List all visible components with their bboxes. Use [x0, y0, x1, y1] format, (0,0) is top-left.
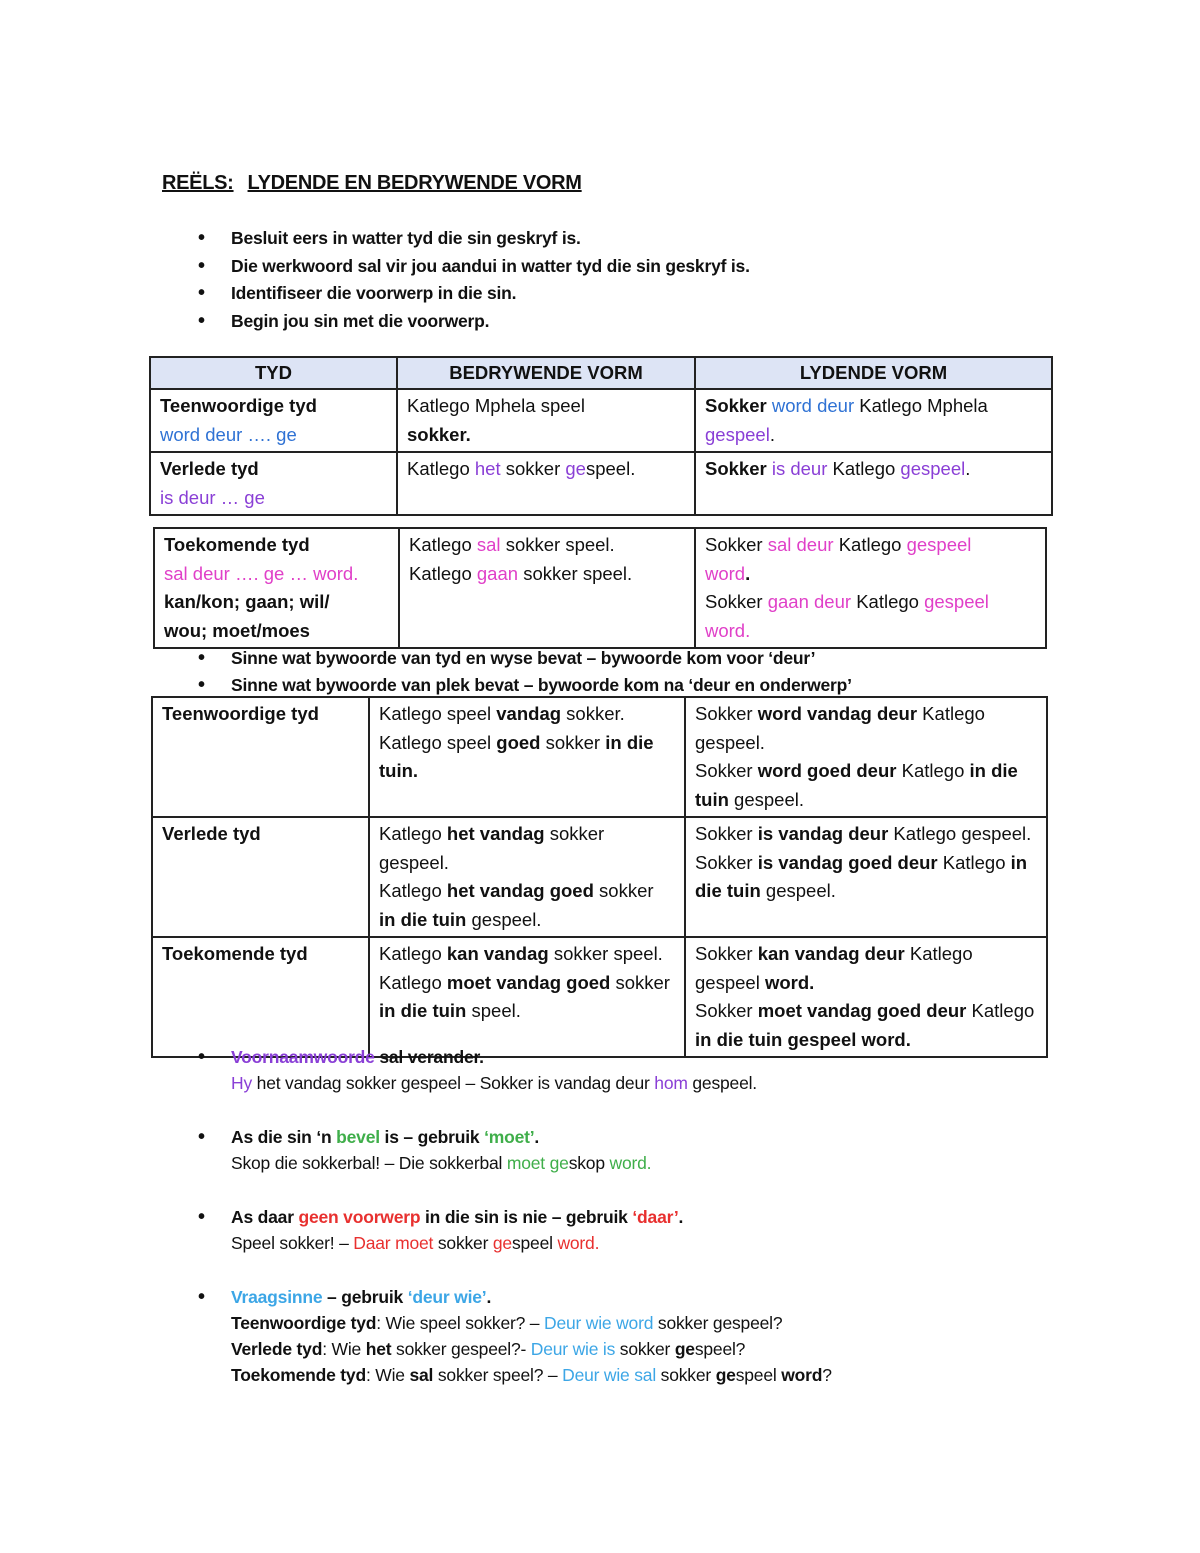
text-run: As die sin ‘n: [231, 1127, 337, 1147]
rule-item: • Die werkwoord sal vir jou aandui in watter tyd die sin geskryf is.: [198, 254, 750, 282]
tense-cell: [150, 389, 397, 452]
text-run: in die sin is nie – gebruik: [420, 1207, 633, 1227]
passive-sentence: [695, 757, 1037, 814]
active-sentence: [379, 700, 675, 729]
tense-name: Toekomende tyd: [162, 943, 308, 964]
text-run: hom: [654, 1073, 688, 1093]
active-sentence: [379, 969, 675, 1026]
tense-hint: is deur … ge: [160, 486, 265, 508]
text-run: – gebruik: [322, 1287, 408, 1307]
text-run: is vandag deur: [757, 823, 889, 844]
rule-item: • Besluit eers in watter tyd die sin geskryf is.: [198, 226, 750, 254]
active-sentence: [379, 940, 675, 969]
active-text: Katlego: [409, 534, 472, 555]
text-run: Deur wie is: [530, 1339, 616, 1359]
table-row: [152, 817, 1047, 937]
text-run: Vraagsinne: [231, 1287, 323, 1307]
active-cell: [369, 697, 685, 817]
active-sentence: [409, 560, 685, 589]
note-example: [198, 1362, 832, 1388]
note-block: [198, 1044, 832, 1096]
text-run: het: [365, 1339, 392, 1359]
text-run: sokker: [610, 971, 670, 993]
text-run: ‘daar’: [632, 1207, 679, 1227]
active-sentence: [409, 531, 685, 560]
active-text: Katlego Mphela speel: [407, 395, 585, 416]
passive-sentence: [695, 940, 1037, 997]
table-row: [152, 937, 1047, 1057]
text-run: in die tuin: [379, 1000, 467, 1021]
passive-end: .: [965, 458, 971, 479]
text-run: Skop die sokkerbal! – Die sokkerbal: [231, 1153, 507, 1173]
passive-end: .: [769, 423, 775, 445]
text-run: Katlego gespeel: [695, 943, 973, 993]
text-run: sokker speel.: [548, 943, 663, 964]
text-run: ge: [492, 1233, 512, 1253]
text-run: Katlego: [379, 823, 447, 844]
text-run: ‘moet’: [484, 1127, 535, 1147]
text-run: sokker: [433, 1233, 493, 1253]
active-text: sokker.: [407, 423, 471, 445]
text-run: gespeel.: [728, 788, 804, 810]
active-cell: [399, 528, 695, 648]
adverb-table: [151, 696, 1048, 1058]
active-cell: [397, 452, 695, 515]
passive-word: word.: [705, 619, 751, 641]
passive-sentence: [695, 849, 1037, 906]
text-run: Katlego speel: [379, 703, 497, 724]
passive-verb: gespeel: [705, 423, 770, 445]
sentence-rules-list: [198, 646, 852, 700]
text-run: Deur wie sal: [562, 1365, 657, 1385]
text-run: word vandag deur: [757, 703, 918, 724]
table-row: [154, 528, 1046, 648]
note-example: [198, 1336, 832, 1362]
active-text: sokker speel.: [523, 562, 633, 584]
future-tense-table: [153, 527, 1047, 649]
passive-subject: Sokker: [705, 534, 763, 555]
active-cell: [369, 937, 685, 1057]
text-run: in die tuin.: [379, 731, 654, 781]
text-run: Daar moet: [353, 1233, 434, 1253]
passive-marker: gaan deur: [767, 591, 852, 612]
table-row: [150, 389, 1052, 452]
passive-sentence: [695, 700, 1037, 757]
text-run: : Wie speel sokker? –: [376, 1313, 544, 1333]
note-heading: [198, 1124, 832, 1150]
text-run: Katlego gespeel.: [695, 703, 985, 753]
header-bedrywende: BEDRYWENDE VORM: [397, 357, 695, 389]
text-run: Sokker: [695, 703, 758, 724]
text-run: bevel: [336, 1127, 380, 1147]
title-topic: LYDENDE EN BEDRYWENDE VORM: [247, 172, 582, 194]
text-run: kan vandag: [446, 943, 549, 964]
passive-verb: gespeel: [900, 458, 966, 479]
text-run: sokker.: [561, 703, 625, 724]
text-run: sokker: [615, 1339, 675, 1359]
text-run: Katlego: [379, 971, 447, 993]
passive-sentence: [705, 588, 1036, 645]
passive-marker: sal deur: [767, 534, 834, 555]
passive-verb: gespeel: [906, 534, 972, 555]
text-run: .: [534, 1127, 540, 1147]
rule-item: • Identifiseer die voorwerp in die sin.: [198, 281, 750, 309]
tense-name: Teenwoordige tyd: [162, 703, 319, 724]
note-block: [198, 1124, 832, 1176]
note-example: [198, 1070, 832, 1096]
text-run: Katlego: [966, 1000, 1035, 1021]
text-run: gespeel.: [687, 1073, 757, 1093]
text-run: goed: [496, 731, 541, 753]
title-rules-label: REËLS:: [162, 172, 234, 194]
tense-name: Teenwoordige tyd: [160, 395, 317, 416]
table-header-row: [150, 357, 1052, 389]
text-run: sokker gespeel?-: [391, 1339, 531, 1359]
text-run: Sokker: [695, 851, 758, 873]
text-run: gespeel.: [760, 880, 836, 901]
active-text: sokker: [505, 458, 561, 479]
text-run: word.: [609, 1153, 652, 1173]
text-run: moet vandag goed deur: [757, 1000, 967, 1021]
note-heading: [198, 1284, 832, 1310]
rules-list: [198, 226, 750, 336]
text-run: ?: [822, 1365, 832, 1385]
active-sentence: [379, 820, 675, 877]
active-aux: gaan: [476, 562, 519, 584]
tense-modals: wou; moet/moes: [164, 619, 310, 641]
text-run: het vandag goed: [446, 880, 594, 901]
passive-subject: Sokker: [705, 591, 763, 612]
text-run: Speel sokker! –: [231, 1233, 354, 1253]
sentence-rule-item: • Sinne wat bywoorde van plek bevat – bywoorde kom na ‘deur en onderwerp’: [198, 673, 852, 700]
passive-cell: [695, 528, 1046, 648]
text-run: Sokker: [695, 760, 758, 781]
note-block: [198, 1284, 832, 1388]
active-aux: het: [474, 458, 501, 479]
passive-cell: [695, 452, 1052, 515]
text-run: sal: [409, 1365, 434, 1385]
text-run: Teenwoordige tyd: [231, 1313, 377, 1333]
sentence-rule-item: • Sinne wat bywoorde van tyd en wyse bevat – bywoorde kom voor ‘deur’: [198, 646, 852, 673]
text-run: vandag: [496, 703, 562, 724]
text-run: speel?: [694, 1339, 746, 1359]
table-row: [150, 452, 1052, 515]
passive-agent: Katlego: [856, 591, 919, 612]
text-run: Toekomende tyd: [231, 1365, 366, 1385]
tense-name: Toekomende tyd: [164, 534, 310, 555]
tense-cell: [150, 452, 397, 515]
passive-sentence: [695, 820, 1037, 849]
passive-cell: [685, 817, 1047, 937]
note-example: [198, 1310, 832, 1336]
text-run: skop: [568, 1153, 610, 1173]
active-prefix: ge: [565, 458, 586, 479]
text-run: is – gebruik: [379, 1127, 485, 1147]
passive-cell: [695, 389, 1052, 452]
active-text: speel.: [585, 458, 636, 479]
text-run: Sokker: [695, 823, 758, 844]
text-run: is vandag goed deur: [757, 851, 938, 873]
passive-agent: Katlego: [832, 458, 896, 479]
tense-cell: [152, 697, 369, 817]
text-run: Verlede tyd: [231, 1339, 323, 1359]
tense-cell: [154, 528, 399, 648]
text-run: Voornaamwoorde: [231, 1047, 375, 1067]
passive-marker: is deur: [771, 458, 828, 479]
text-run: gespeel.: [466, 908, 542, 930]
text-run: word goed deur: [757, 760, 897, 781]
note-heading: [198, 1204, 832, 1230]
active-text: sokker speel.: [505, 534, 615, 555]
text-run: Katlego gespeel.: [888, 823, 1032, 844]
passive-word: word: [705, 562, 746, 584]
text-run: sokker speel? –: [433, 1365, 563, 1385]
active-aux: sal: [476, 534, 501, 555]
text-run: in die tuin: [695, 851, 1028, 901]
tense-hint: word deur …. ge: [160, 423, 297, 445]
text-run: ‘deur wie’: [407, 1287, 487, 1307]
active-text: Katlego: [409, 562, 472, 584]
text-run: As daar: [231, 1207, 299, 1227]
text-run: sokker gespeel.: [379, 823, 605, 873]
passive-end: .: [745, 562, 751, 584]
tense-name: Verlede tyd: [162, 823, 261, 844]
tense-table: [149, 356, 1053, 516]
text-run: speel: [511, 1233, 558, 1253]
passive-sentence: [705, 531, 1036, 588]
notes-section: [198, 1044, 832, 1388]
passive-cell: [685, 937, 1047, 1057]
text-run: Katlego: [896, 760, 970, 781]
rule-item: • Begin jou sin met die voorwerp.: [198, 309, 750, 337]
text-run: Katlego speel: [379, 731, 497, 753]
text-run: kan vandag deur: [757, 943, 905, 964]
text-run: ge: [715, 1365, 736, 1385]
text-run: sal verander.: [374, 1047, 484, 1067]
text-run: Hy: [231, 1073, 252, 1093]
passive-verb: gespeel: [924, 591, 989, 612]
note-block: [198, 1204, 832, 1256]
tense-modals: kan/kon; gaan; wil/: [164, 591, 330, 612]
text-run: moet vandag goed: [446, 971, 611, 993]
text-run: in die tuin: [695, 760, 1018, 810]
text-run: speel.: [466, 1000, 521, 1021]
text-run: ge: [674, 1339, 695, 1359]
text-run: in die tuin gespeel word.: [695, 1028, 911, 1050]
passive-marker: word deur: [771, 395, 855, 416]
text-run: Sokker: [695, 1000, 758, 1021]
passive-subject: Sokker: [705, 458, 767, 479]
text-run: word.: [557, 1233, 600, 1253]
active-cell: [369, 817, 685, 937]
active-text: Katlego: [407, 458, 470, 479]
text-run: het vandag: [446, 823, 545, 844]
text-run: word: [781, 1365, 823, 1385]
header-lydende: LYDENDE VORM: [695, 357, 1052, 389]
passive-agent: Katlego: [838, 534, 902, 555]
tense-cell: [152, 937, 369, 1057]
header-tyd: TYD: [150, 357, 397, 389]
text-run: word.: [764, 971, 815, 993]
passive-cell: [685, 697, 1047, 817]
text-run: Katlego: [379, 880, 447, 901]
text-run: sokker: [540, 731, 606, 753]
passive-agent: Katlego Mphela: [859, 395, 988, 416]
table-row: [152, 697, 1047, 817]
text-run: : Wie: [365, 1365, 410, 1385]
tense-hint: sal deur …. ge … word.: [164, 562, 359, 584]
tense-name: Verlede tyd: [160, 458, 259, 479]
page-title: [162, 172, 582, 195]
adverb-table-body: [152, 697, 1047, 1057]
text-run: Sokker: [695, 943, 758, 964]
text-run: : Wie: [322, 1339, 366, 1359]
note-example: [198, 1230, 832, 1256]
note-heading: [198, 1044, 832, 1070]
text-run: het vandag sokker gespeel – Sokker is vandag deur: [252, 1073, 655, 1093]
text-run: in die tuin: [379, 908, 467, 930]
active-sentence: [379, 729, 675, 786]
text-run: .: [486, 1287, 492, 1307]
text-run: Katlego: [937, 851, 1011, 873]
active-cell: [397, 389, 695, 452]
text-run: Katlego: [379, 943, 447, 964]
text-run: moet ge: [506, 1153, 569, 1173]
note-example: [198, 1150, 832, 1176]
text-run: .: [678, 1207, 684, 1227]
tense-cell: [152, 817, 369, 937]
passive-subject: Sokker: [705, 395, 767, 416]
active-sentence: [379, 877, 675, 934]
text-run: geen voorwerp: [298, 1207, 421, 1227]
text-run: sokker: [656, 1365, 716, 1385]
text-run: sokker gespeel?: [653, 1313, 783, 1333]
text-run: Deur wie word: [544, 1313, 654, 1333]
text-run: sokker: [593, 880, 654, 901]
text-run: speel: [735, 1365, 782, 1385]
